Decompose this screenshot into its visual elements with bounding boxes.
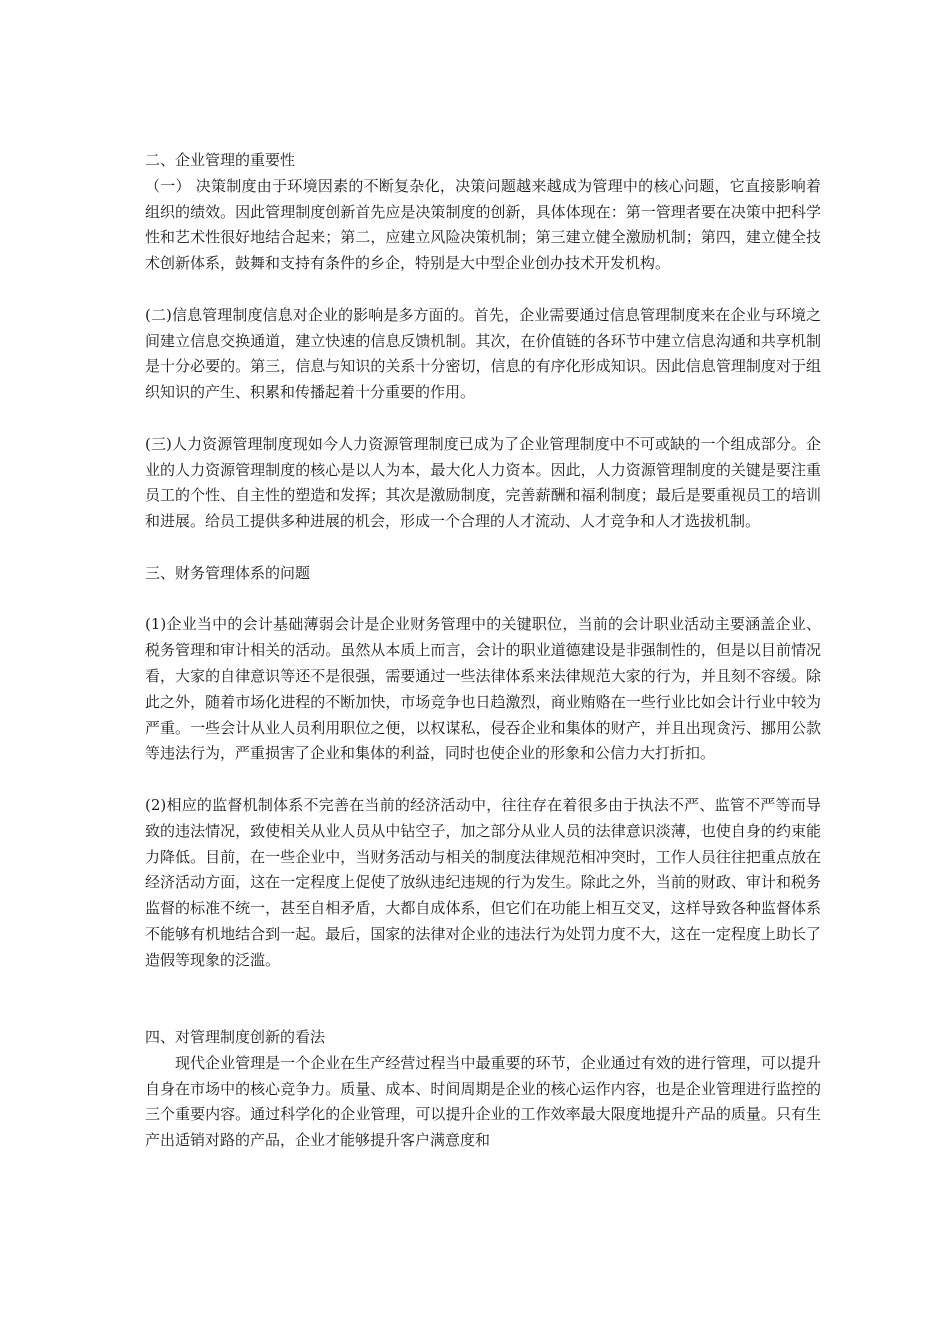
- paragraph-spacer: [145, 587, 821, 613]
- paragraph-information-system: (二)信息管理制度信息对企业的影响是多方面的。首先，企业需要通过信息管理制度来在企业与环境之间建立信息交换通道，建立快速的信息反馈机制。其次，在价值链的各环节中建立信息沟通和共享机制是十分必要的。第三，信息与知识的关系十分密切，信息的有序化形成知识。因此信息管理制度对于组织知识的产生、积累和传播起着十分重要的作用。: [145, 305, 821, 402]
- paragraph-modern-management: 现代企业管理是一个企业在生产经营过程当中最重要的环节，企业通过有效的进行管理，可以提升自身在市场中的核心竞争力。质量、成本、时间周期是企业的核心运作内容，也是企业管理进行监控的三个重要内容。通过科学化的企业管理，可以提升企业的工作效率最大限度地提升产品的质量。只有生产出适销对路的产品，企业才能够提升客户满意度和: [145, 1053, 821, 1150]
- paragraph-decision-system: （一） 决策制度由于环境因素的不断复杂化，决策问题越来越成为管理中的核心问题，它直接影响着组织的绩效。因此管理制度创新首先应是决策制度的创新，具体体现在：第一管理者要在决策中把科学性和艺术性很好地结合起来；第二，应建立风险决策机制；第三建立健全激励机制；第四，建立健全技术创新体系，鼓舞和支持有条件的乡企，特别是大中型企业创办技术开发机构。: [145, 176, 821, 273]
- paragraph-spacer: [145, 406, 821, 432]
- paragraph-supervision-mechanism: (2)相应的监督机制体系不完善在当前的经济活动中，往往存在着很多由于执法不严、监管不严等而导致的违法情况，致使相关从业人员从中钻空子，加之部分从业人员的法律意识淡薄，也使自身的约束能力降低。目前，在一些企业中，当财务活动与相关的制度法律规范相冲突时，工作人员往往把重点放在经济活动方面，这在一定程度上促使了放纵违纪违规的行为发生。除此之外，当前的财政、审计和税务监督的标准不统一，甚至自相矛盾，大都自成体系，但它们在功能上相互交叉，这样导致各种监督体系不能够有机地结合到一起。最后，国家的法律对企业的违法行为处罚力度不大，这在一定程度上助长了造假等现象的泛滥。: [145, 795, 821, 969]
- paragraph-spacer: [145, 535, 821, 561]
- paragraph-spacer: [145, 767, 821, 793]
- paragraph-spacer: [145, 974, 821, 1026]
- document-body: [145, 148, 821, 1154]
- section-heading-innovation-views: 四、对管理制度创新的看法: [145, 1028, 326, 1047]
- section-heading-importance: 二、企业管理的重要性: [145, 151, 296, 169]
- paragraph-accounting-weakness: (1)企业当中的会计基础薄弱会计是企业财务管理中的关键职位，当前的会计职业活动主要涵盖企业、税务管理和审计相关的活动。虽然从本质上而言，会计的职业道德建设是非强制性的，但是以目前情况看，大家的自律意识等还不是很强，需要通过一些法律体系来法律规范大家的行为，并且刻不容缓。除此之外，随着市场化进程的不断加快，市场竞争也日趋激烈，商业贿赂在一些行业比如会计行业中较为严重。一些会计从业人员利用职位之便，以权谋私，侵吞企业和集体的财产，并且出现贪污、挪用公款等违法行为，严重损害了企业和集体的利益，同时也使企业的形象和公信力大打折扣。: [145, 615, 821, 763]
- paragraph-hr-system: (三)人力资源管理制度现如今人力资源管理制度已成为了企业管理制度中不可或缺的一个组成部分。企业的人力资源管理制度的核心是以人为本，最大化人力资本。因此，人力资源管理制度的关键是要注重员工的个性、自主性的塑造和发挥；其次是激励制度，完善薪酬和福利制度；最后是要重视员工的培训和进展。给员工提供多种进展的机会，形成一个合理的人才流动、人才竞争和人才选拔机制。: [145, 434, 821, 531]
- section-heading-finance-problems: 三、财务管理体系的问题: [145, 563, 311, 582]
- paragraph-spacer: [145, 277, 821, 303]
